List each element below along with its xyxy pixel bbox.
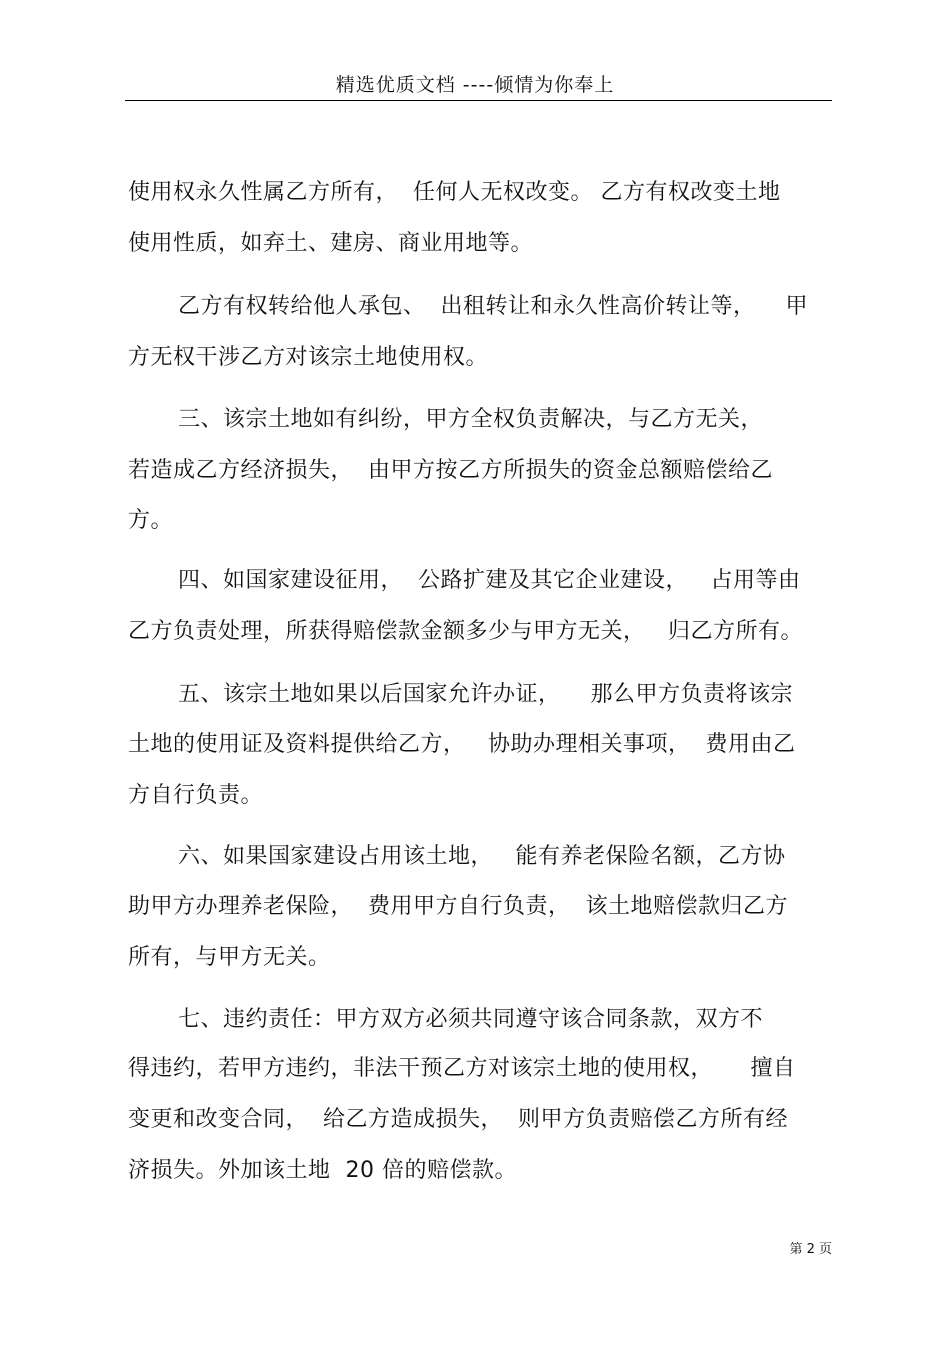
- text-line: 变更和改变合同， 给乙方造成损失， 则甲方负责赔偿乙方所有经: [128, 1107, 788, 1132]
- text-line: 六、如果国家建设占用该土地， 能有养老保险名额，乙方协: [178, 844, 786, 869]
- text-line: 方自行负责。: [128, 783, 264, 808]
- text-line: 方无权干涉乙方对该宗土地使用权。: [128, 345, 489, 370]
- text-line: 乙方负责处理，所获得赔偿款金额多少与甲方无关， 归乙方所有。: [128, 619, 803, 644]
- text-line: 济损失。外加该土地 20 倍的赔偿款。: [128, 1158, 517, 1183]
- header-divider: [125, 100, 832, 101]
- text-line: 五、该宗土地如果以后国家允许办证， 那么甲方负责将该宗: [178, 682, 793, 707]
- text-line: 七、违约责任：甲方双方必须共同遵守该合同条款，双方不: [178, 1007, 764, 1032]
- text-line: 助甲方办理养老保险， 费用甲方自行负责， 该土地赔偿款归乙方: [128, 894, 788, 919]
- text-line: 若造成乙方经济损失， 由甲方按乙方所损失的资金总额赔偿给乙: [128, 458, 773, 483]
- text-line: 三、该宗土地如有纠纷，甲方全权负责解决，与乙方无关，: [178, 407, 764, 432]
- text-line: 使用性质，如弃土、建房、商业用地等。: [128, 231, 534, 256]
- text-line: 乙方有权转给他人承包、 出租转让和永久性高价转让等， 甲: [178, 294, 808, 319]
- text-line: 土地的使用证及资料提供给乙方， 协助办理相关事项， 费用由乙: [128, 732, 796, 757]
- text-line: 得违约，若甲方违约，非法干预乙方对该宗土地的使用权， 擅自: [128, 1056, 796, 1081]
- text-line: 所有，与甲方无关。: [128, 945, 331, 970]
- page-header: 精选优质文档 ----倾情为你奉上: [335, 74, 615, 96]
- text-line: 四、如国家建设征用， 公路扩建及其它企业建设， 占用等由: [178, 568, 801, 593]
- text-line: 使用权永久性属乙方所有， 任何人无权改变。 乙方有权改变土地: [128, 180, 781, 205]
- text-line: 方。: [128, 508, 174, 533]
- page-number: 第 2 页: [789, 1242, 832, 1257]
